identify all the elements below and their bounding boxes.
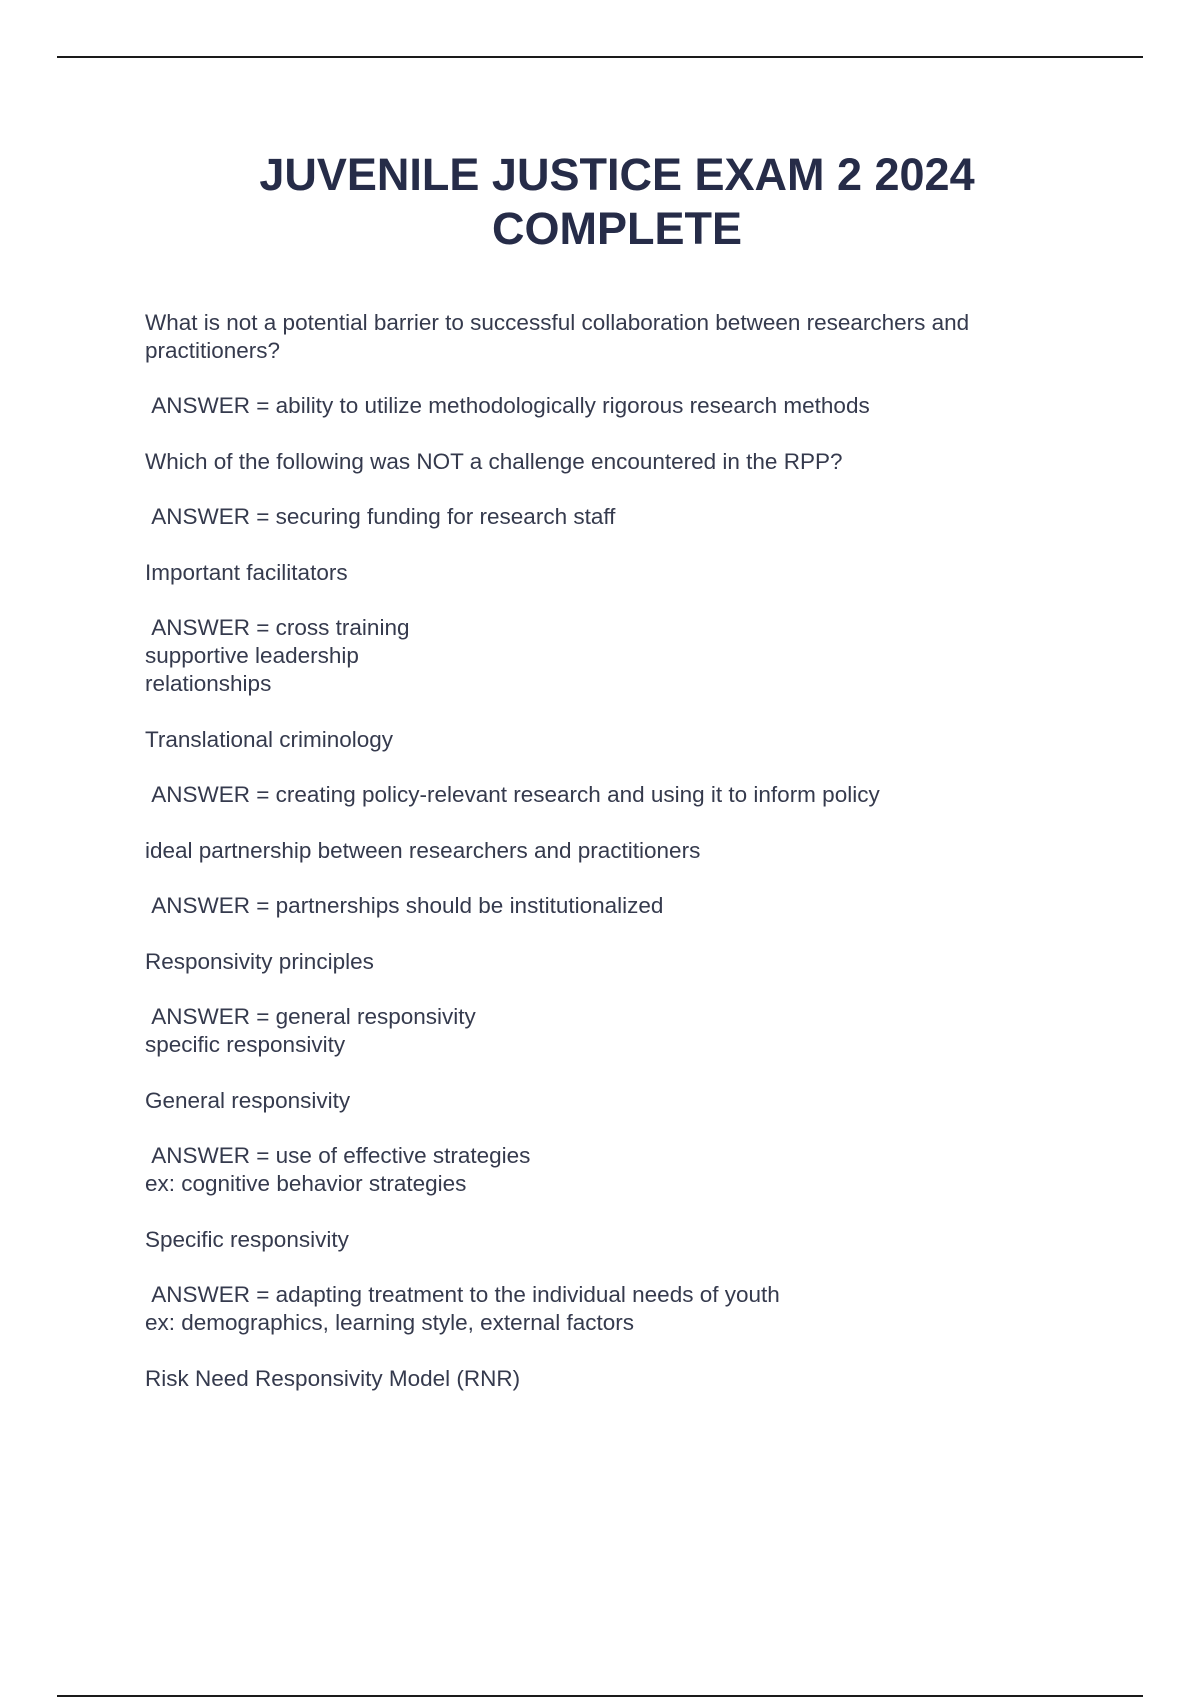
answer-1 xyxy=(145,392,1045,420)
question-6 xyxy=(145,948,1045,976)
answer-text: ANSWER = ability to utilize methodologically rigorous research methods xyxy=(151,393,870,418)
question-9 xyxy=(145,1365,1045,1393)
title-line-2: COMPLETE xyxy=(491,203,742,254)
question-text: Which of the following was NOT a challenge encountered in the RPP? xyxy=(145,449,843,474)
answer-8 xyxy=(145,1281,1045,1337)
answer-text: ex: cognitive behavior strategies xyxy=(145,1171,467,1196)
answer-7 xyxy=(145,1142,1045,1198)
answer-text: ANSWER = creating policy-relevant research and using it to inform policy xyxy=(151,782,880,807)
question-3 xyxy=(145,559,1045,587)
question-text: Specific responsivity xyxy=(145,1227,349,1252)
question-text: Translational criminology xyxy=(145,727,394,752)
answer-text: relationships xyxy=(145,671,272,696)
answer-text: ANSWER = cross training xyxy=(151,615,410,640)
document-title xyxy=(0,148,1200,256)
answer-6 xyxy=(145,1003,1045,1059)
question-8 xyxy=(145,1226,1045,1254)
question-5 xyxy=(145,837,1045,865)
question-1 xyxy=(145,309,1045,365)
answer-text: ANSWER = securing funding for research staff xyxy=(151,504,616,529)
answer-text: specific responsivity xyxy=(145,1032,346,1057)
answer-text: ANSWER = general responsivity xyxy=(151,1004,476,1029)
answer-text: ANSWER = adapting treatment to the individual needs of youth xyxy=(151,1282,780,1307)
answer-4 xyxy=(145,781,1045,809)
question-text: practitioners? xyxy=(145,338,281,363)
answer-text: supportive leadership xyxy=(145,643,359,668)
answer-3 xyxy=(145,614,1045,698)
question-text: What is not a potential barrier to successful collaboration between researchers and xyxy=(145,310,970,335)
question-7 xyxy=(145,1087,1045,1115)
question-text: ideal partnership between researchers and practitioners xyxy=(145,838,701,863)
question-text: Important facilitators xyxy=(145,560,348,585)
title-line-1: JUVENILE JUSTICE EXAM 2 2024 xyxy=(259,149,975,200)
answer-text: ANSWER = partnerships should be institutionalized xyxy=(151,893,664,918)
question-text: Responsivity principles xyxy=(145,949,374,974)
question-text: General responsivity xyxy=(145,1088,351,1113)
bottom-rule xyxy=(57,1695,1143,1697)
answer-text: ex: demographics, learning style, external factors xyxy=(145,1310,634,1335)
answer-2 xyxy=(145,503,1045,531)
question-4 xyxy=(145,726,1045,754)
answer-text: ANSWER = use of effective strategies xyxy=(151,1143,531,1168)
question-text: Risk Need Responsivity Model (RNR) xyxy=(145,1366,521,1391)
question-2 xyxy=(145,448,1045,476)
qa-list xyxy=(145,309,1045,1420)
top-rule xyxy=(57,56,1143,58)
answer-5 xyxy=(145,892,1045,920)
